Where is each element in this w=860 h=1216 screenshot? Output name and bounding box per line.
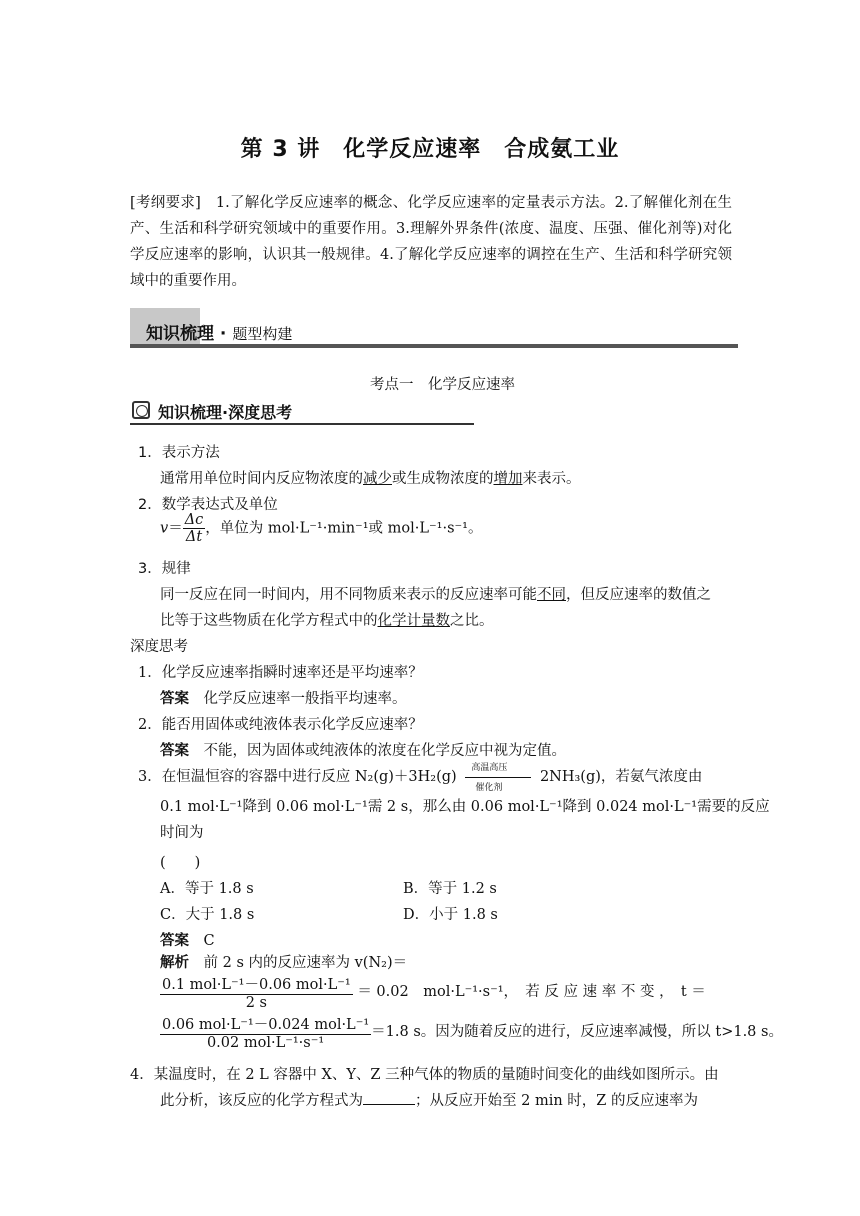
item-3-text-a: 同一反应在同一时间内，用不同物质来表示的反应速率可能 — [160, 587, 537, 603]
question-3-text-a: 3．在恒温恒容的容器中进行反应 N₂(g)＋3H₂(g) — [138, 769, 457, 785]
answer-1-text: 化学反应速率一般指平均速率。 — [203, 691, 407, 707]
item-1-text — [160, 467, 581, 488]
fraction-2-num: 0.06 mol·L⁻¹－0.024 mol·L⁻¹ — [160, 1013, 371, 1035]
analysis-line1 — [160, 951, 407, 972]
fill-blank — [363, 1090, 415, 1105]
formula-v: v — [160, 520, 169, 537]
question-4-line1: 4．某温度时，在 2 L 容器中 X、Y、Z 三种气体的物质的量随时间变化的曲线如图所示。由 — [130, 1067, 719, 1083]
analysis-line3 — [160, 1013, 783, 1051]
question-3-text-b: 2NH₃(g)，若氨气浓度由 — [539, 769, 703, 785]
item-3-heading: 3．规律 — [138, 561, 191, 577]
answer-different: 不同 — [537, 587, 566, 603]
answer-2 — [160, 739, 566, 760]
question-3-line2: 0.1 mol·L⁻¹降到 0.06 mol·L⁻¹需 2 s，那么由 0.06 mol·L⁻¹降到 0.024 mol·L⁻¹需要的反应 — [160, 799, 770, 815]
answer-2-label: 答案 — [160, 743, 189, 759]
answer-1-label: 答案 — [160, 691, 189, 707]
formula-eq: ＝ — [168, 520, 183, 537]
exam-requirements: [考纲要求] 1.了解化学反应速率的概念、化学反应速率的定量表示方法。2.了解催化剂在生产、生活和科学研究领域中的重要作用。3.理解外界条件(浓度、温度、压强、催化剂等)对化学反应速率的影响，认识其一般规律。4.了解化学反应速率的调控在生产、生活和科学研究领域中的重要作用。 — [130, 195, 732, 289]
option-b: B．等于 1.2 s — [403, 881, 497, 897]
answer-2-text: 不能，因为固体或纯液体的浓度在化学反应中视为定值。 — [203, 743, 566, 759]
banner-dot: · — [219, 324, 227, 344]
reversible-arrow — [465, 777, 531, 778]
kaodian-heading: 考点一 化学反应速率 — [370, 377, 515, 393]
analysis-fraction-1 — [160, 973, 353, 1011]
question-3-line1 — [138, 763, 703, 793]
question-4-text-b: 此分析，该反应的化学方程式为 — [160, 1093, 363, 1109]
section-heading: 知识梳理·深度思考 — [158, 403, 293, 422]
question-2: 2．能否用固体或纯液体表示化学反应速率？ — [138, 717, 423, 733]
item-3-line2 — [160, 609, 494, 630]
question-1: 1．化学反应速率指瞬时速率还是平均速率？ — [138, 665, 423, 681]
formula-fraction — [183, 512, 206, 545]
clock-icon — [132, 401, 150, 419]
item-1-text-b: 或生成物浓度的 — [392, 471, 494, 487]
option-c: C．大于 1.8 s — [160, 907, 255, 923]
formula-den: Δt — [185, 529, 203, 545]
answer-increase: 增加 — [493, 471, 523, 487]
option-a: A．等于 1.8 s — [160, 881, 254, 897]
item-3-text-b: ，但反应速率的数值之 — [566, 587, 711, 603]
deep-think-label: 深度思考 — [130, 639, 188, 655]
answer-1 — [160, 687, 407, 708]
analysis-text-a: 前 2 s 内的反应速率为 v(N₂)＝ — [203, 955, 408, 971]
reaction-condition — [461, 763, 535, 793]
analysis-line2 — [160, 973, 706, 1011]
analysis-label: 解析 — [160, 955, 189, 971]
answer-3-label: 答案 — [160, 933, 189, 949]
fraction-2-den: 0.02 mol·L⁻¹·s⁻¹ — [206, 1035, 325, 1051]
page-title: 第 3 讲 化学反应速率 合成氨工业 — [240, 137, 620, 162]
answer-decrease: 减少 — [363, 471, 392, 487]
item-3-text-d: 之比。 — [450, 613, 494, 629]
question-4-line2 — [160, 1089, 698, 1110]
condition-top: 高温高压 — [471, 763, 508, 773]
banner-main: 知识梳理 — [146, 324, 214, 344]
analysis-fraction-2 — [160, 1013, 371, 1051]
item-3-text-c: 比等于这些物质在化学方程式中的 — [160, 613, 378, 629]
item-2-heading: 2．数学表达式及单位 — [138, 497, 278, 513]
banner-heading — [146, 319, 292, 344]
formula-num: Δc — [184, 512, 204, 528]
answer-3 — [160, 929, 215, 950]
rate-formula — [160, 512, 482, 545]
banner-underline — [130, 344, 738, 348]
item-1-heading: 1．表示方法 — [138, 445, 220, 461]
banner-sub: 题型构建 — [232, 325, 293, 343]
answer-paren: ( ) — [160, 855, 201, 871]
fraction-1-num: 0.1 mol·L⁻¹－0.06 mol·L⁻¹ — [160, 973, 353, 995]
question-3-line3: 时间为 — [160, 825, 204, 841]
item-1-text-c: 来表示。 — [522, 471, 581, 487]
formula-units: ，单位为 mol·L⁻¹·min⁻¹或 mol·L⁻¹·s⁻¹。 — [205, 520, 483, 537]
condition-bottom: 催化剂 — [475, 783, 503, 793]
section-underline — [130, 423, 474, 425]
answer-3-text: C — [203, 933, 215, 949]
item-1-text-a: 通常用单位时间内反应物浓度的 — [160, 471, 363, 487]
question-4-text-c: ；从反应开始至 2 min 时，Z 的反应速率为 — [415, 1093, 698, 1109]
answer-coefficient: 化学计量数 — [377, 613, 450, 629]
option-d: D．小于 1.8 s — [403, 907, 498, 923]
item-3-line1 — [160, 583, 711, 604]
analysis-text-b: ＝ 0.02 mol·L⁻¹·s⁻¹， 若 反 应 速 率 不 变 ， t ＝ — [357, 984, 706, 1000]
fraction-1-den: 2 s — [245, 995, 267, 1011]
analysis-text-c: ＝1.8 s。因为随着反应的进行，反应速率减慢，所以 t>1.8 s。 — [371, 1024, 783, 1040]
